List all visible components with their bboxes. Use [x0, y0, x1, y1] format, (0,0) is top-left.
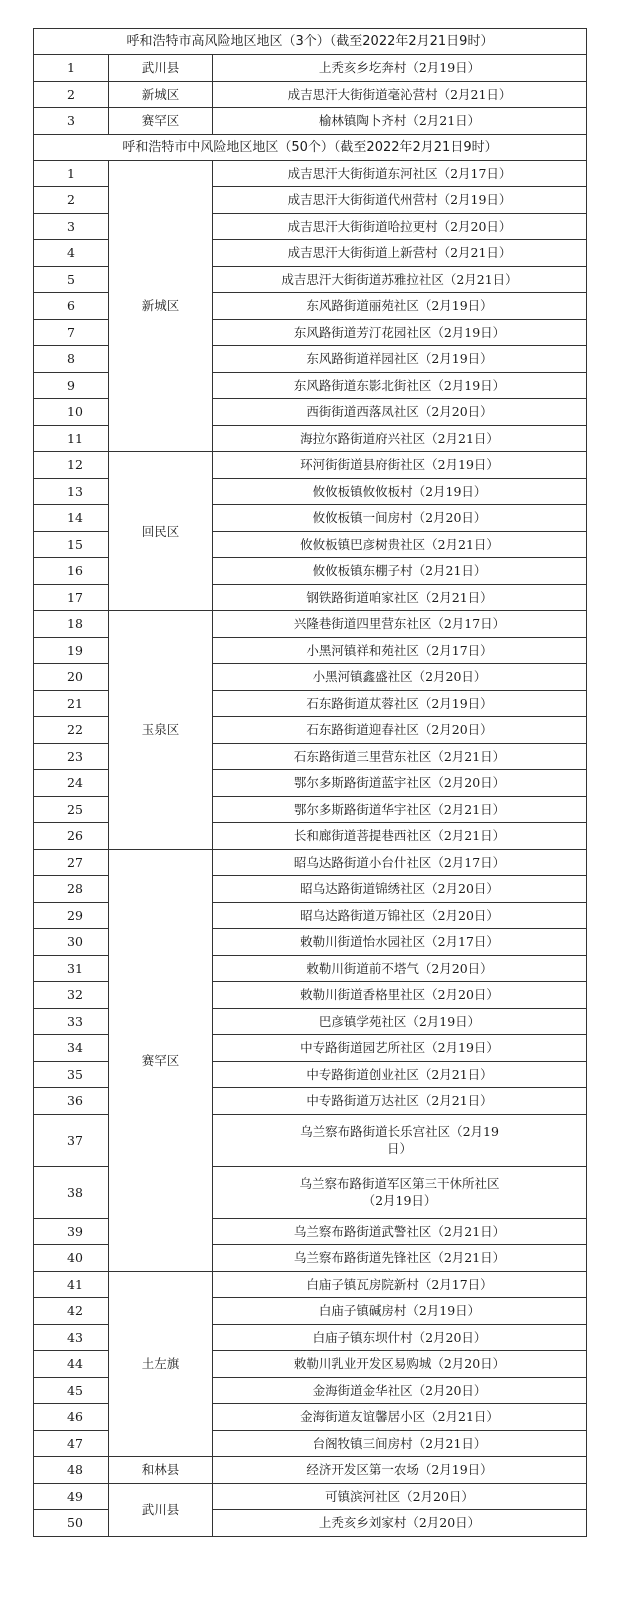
- row-number: 48: [34, 1457, 109, 1484]
- row-number: 31: [34, 955, 109, 982]
- area-name: 鄂尔多斯路街道华宇社区（2月21日）: [213, 796, 587, 823]
- area-name: 小黑河镇鑫盛社区（2月20日）: [213, 664, 587, 691]
- area-name: 成吉思汗大街街道毫沁营村（2月21日）: [213, 81, 587, 108]
- row-number: 13: [34, 478, 109, 505]
- area-name: 昭乌达路街道小台什社区（2月17日）: [213, 849, 587, 876]
- area-name: 可镇滨河社区（2月20日）: [213, 1483, 587, 1510]
- row-number: 22: [34, 717, 109, 744]
- table-row: [34, 160, 587, 187]
- row-number: 44: [34, 1351, 109, 1378]
- area-name: 金海街道友谊馨居小区（2月21日）: [213, 1404, 587, 1431]
- row-number: 33: [34, 1008, 109, 1035]
- area-name: 成吉思汗大街街道哈拉更村（2月20日）: [213, 213, 587, 240]
- high-risk-header-row: [34, 29, 587, 55]
- row-number: 40: [34, 1245, 109, 1272]
- area-name: 海拉尔路街道府兴社区（2月21日）: [213, 425, 587, 452]
- row-number: 6: [34, 293, 109, 320]
- area-name: 攸攸板镇巴彦树贵社区（2月21日）: [213, 531, 587, 558]
- row-number: 4: [34, 240, 109, 267]
- row-number: 8: [34, 346, 109, 373]
- row-number: 7: [34, 319, 109, 346]
- table-row: [34, 81, 587, 108]
- row-number: 27: [34, 849, 109, 876]
- area-name: 攸攸板镇攸攸板村（2月19日）: [213, 478, 587, 505]
- row-number: 26: [34, 823, 109, 850]
- area-name: 成吉思汗大街街道代州营村（2月19日）: [213, 187, 587, 214]
- area-name: 经济开发区第一农场（2月19日）: [213, 1457, 587, 1484]
- row-number: 38: [34, 1166, 109, 1218]
- area-name: 成吉思汗大街街道苏雅拉社区（2月21日）: [213, 266, 587, 293]
- medium-risk-header-row: [34, 134, 587, 160]
- row-number: 11: [34, 425, 109, 452]
- area-name: 中专路街道创业社区（2月21日）: [213, 1061, 587, 1088]
- area-name: 敕勒川街道香格里社区（2月20日）: [213, 982, 587, 1009]
- district-name: 赛罕区: [109, 108, 213, 135]
- area-name: 中专路街道万达社区（2月21日）: [213, 1088, 587, 1115]
- area-name: 兴隆巷街道四里营东社区（2月17日）: [213, 611, 587, 638]
- table-row: [34, 108, 587, 135]
- row-number: 20: [34, 664, 109, 691]
- area-name: 敕勒川街道怡水园社区（2月17日）: [213, 929, 587, 956]
- row-number: 29: [34, 902, 109, 929]
- area-name: 钢铁路街道咱家社区（2月21日）: [213, 584, 587, 611]
- area-name: 西街街道西落凤社区（2月20日）: [213, 399, 587, 426]
- row-number: 46: [34, 1404, 109, 1431]
- row-number: 14: [34, 505, 109, 532]
- row-number: 28: [34, 876, 109, 903]
- row-number: 36: [34, 1088, 109, 1115]
- area-name: 成吉思汗大街街道上新营村（2月21日）: [213, 240, 587, 267]
- row-number: 23: [34, 743, 109, 770]
- area-name: 鄂尔多斯路街道蓝宇社区（2月20日）: [213, 770, 587, 797]
- row-number: 10: [34, 399, 109, 426]
- area-name: 敕勒川街道前不塔气（2月20日）: [213, 955, 587, 982]
- row-number: 49: [34, 1483, 109, 1510]
- high-risk-section-title: 呼和浩特市高风险地区地区（3个）（截至2022年2月21日9时）: [34, 29, 587, 55]
- row-number: 9: [34, 372, 109, 399]
- area-name: 上秃亥乡圪奔村（2月19日）: [213, 55, 587, 82]
- table-row: [34, 611, 587, 638]
- row-number: 1: [34, 160, 109, 187]
- row-number: 35: [34, 1061, 109, 1088]
- area-name: 乌兰察布路街道长乐宫社区（2月19日）: [213, 1114, 587, 1166]
- row-number: 1: [34, 55, 109, 82]
- row-number: 16: [34, 558, 109, 585]
- area-name: 乌兰察布路街道军区第三干休所社区（2月19日）: [213, 1166, 587, 1218]
- area-name: 攸攸板镇一间房村（2月20日）: [213, 505, 587, 532]
- row-number: 32: [34, 982, 109, 1009]
- district-name: 武川县: [109, 55, 213, 82]
- area-name: 石东路街道苁蓉社区（2月19日）: [213, 690, 587, 717]
- district-name: 玉泉区: [109, 611, 213, 850]
- row-number: 39: [34, 1218, 109, 1245]
- area-name: 东风路街道东影北街社区（2月19日）: [213, 372, 587, 399]
- district-name: 新城区: [109, 81, 213, 108]
- table-row: [34, 1483, 587, 1510]
- row-number: 12: [34, 452, 109, 479]
- area-name: 东风路街道丽苑社区（2月19日）: [213, 293, 587, 320]
- risk-area-table: [33, 28, 587, 1537]
- district-name: 新城区: [109, 160, 213, 452]
- area-name: 成吉思汗大街街道东河社区（2月17日）: [213, 160, 587, 187]
- area-name: 乌兰察布路街道先锋社区（2月21日）: [213, 1245, 587, 1272]
- area-name: 攸攸板镇东棚子村（2月21日）: [213, 558, 587, 585]
- area-name: 东风路街道祥园社区（2月19日）: [213, 346, 587, 373]
- row-number: 17: [34, 584, 109, 611]
- table-row: [34, 452, 587, 479]
- table-row: [34, 1271, 587, 1298]
- row-number: 15: [34, 531, 109, 558]
- row-number: 41: [34, 1271, 109, 1298]
- district-name: 武川县: [109, 1483, 213, 1536]
- table-row: [34, 55, 587, 82]
- area-name: 敕勒川乳业开发区易购城（2月20日）: [213, 1351, 587, 1378]
- area-name: 榆林镇陶卜齐村（2月21日）: [213, 108, 587, 135]
- row-number: 3: [34, 213, 109, 240]
- district-name: 土左旗: [109, 1271, 213, 1457]
- row-number: 5: [34, 266, 109, 293]
- district-name: 赛罕区: [109, 849, 213, 1271]
- table-row: [34, 849, 587, 876]
- area-name: 白庙子镇东坝什村（2月20日）: [213, 1324, 587, 1351]
- area-name: 环河街街道县府街社区（2月19日）: [213, 452, 587, 479]
- district-name: 和林县: [109, 1457, 213, 1484]
- area-name: 长和廊街道菩提巷西社区（2月21日）: [213, 823, 587, 850]
- row-number: 3: [34, 108, 109, 135]
- table-row: [34, 1457, 587, 1484]
- row-number: 18: [34, 611, 109, 638]
- row-number: 34: [34, 1035, 109, 1062]
- area-name: 白庙子镇瓦房院新村（2月17日）: [213, 1271, 587, 1298]
- row-number: 25: [34, 796, 109, 823]
- row-number: 21: [34, 690, 109, 717]
- area-name: 白庙子镇碱房村（2月19日）: [213, 1298, 587, 1325]
- area-name: 东风路街道芳汀花园社区（2月19日）: [213, 319, 587, 346]
- area-name: 石东路街道迎春社区（2月20日）: [213, 717, 587, 744]
- row-number: 2: [34, 81, 109, 108]
- row-number: 30: [34, 929, 109, 956]
- row-number: 45: [34, 1377, 109, 1404]
- area-name: 金海街道金华社区（2月20日）: [213, 1377, 587, 1404]
- area-name: 上秃亥乡刘家村（2月20日）: [213, 1510, 587, 1537]
- row-number: 24: [34, 770, 109, 797]
- area-name: 石东路街道三里营东社区（2月21日）: [213, 743, 587, 770]
- row-number: 42: [34, 1298, 109, 1325]
- area-name: 台阁牧镇三间房村（2月21日）: [213, 1430, 587, 1457]
- row-number: 2: [34, 187, 109, 214]
- medium-risk-section-title: 呼和浩特市中风险地区地区（50个）（截至2022年2月21日9时）: [34, 134, 587, 160]
- row-number: 19: [34, 637, 109, 664]
- district-name: 回民区: [109, 452, 213, 611]
- row-number: 47: [34, 1430, 109, 1457]
- area-name: 昭乌达路街道万锦社区（2月20日）: [213, 902, 587, 929]
- area-name: 昭乌达路街道锦绣社区（2月20日）: [213, 876, 587, 903]
- area-name: 乌兰察布路街道武警社区（2月21日）: [213, 1218, 587, 1245]
- area-name: 中专路街道园艺所社区（2月19日）: [213, 1035, 587, 1062]
- area-name: 小黑河镇祥和苑社区（2月17日）: [213, 637, 587, 664]
- row-number: 50: [34, 1510, 109, 1537]
- row-number: 37: [34, 1114, 109, 1166]
- area-name: 巴彦镇学苑社区（2月19日）: [213, 1008, 587, 1035]
- row-number: 43: [34, 1324, 109, 1351]
